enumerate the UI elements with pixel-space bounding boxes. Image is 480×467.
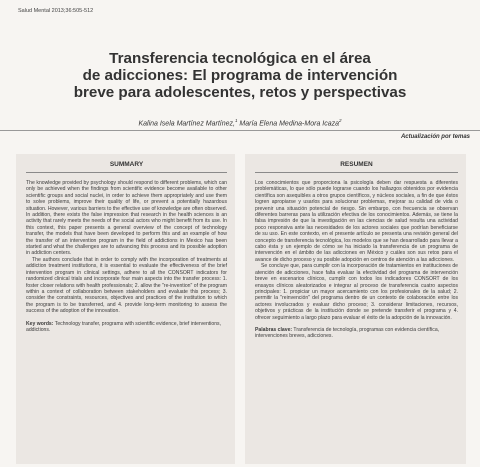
author-1-affiliation: 1: [234, 118, 238, 123]
author-2-affiliation: 2: [339, 118, 342, 123]
running-head: Salud Mental 2013;36:505-512: [18, 8, 94, 14]
keywords-label: Key words:: [26, 320, 54, 327]
title-line-1: Transferencia tecnológica en el área: [109, 50, 371, 67]
author-2: María Elena Medina-Mora Icaza: [237, 120, 340, 128]
resumen-paragraph-2: Se concluye que, para cumplir con la incorporación de tratamientos en instituciones de atención de adicciones, hace falta evaluar la efectividad del programa de intervención breve en escenarios clínicos, cumplir con todos los indicadores CONSORT de los ensayos clínicos aleatorizados e integrar al proceso de transferencia cuatro aspectos principales: 1. propiciar un mayor acercamiento con los profesionales de la salud; 2. permitir la "reinvención" del programa dentro de un contexto de colaboración entre los actores involucrados y evaluar dicho proceso; 3. considerar limitaciones, recursos, objetivos y prácticas de la institución donde se pretende transferir el programa y 4. ofrecer seguimiento a largo plazo para evaluar el éxito de la adopción de la innovación.: [255, 263, 458, 321]
resumen-paragraph-1: Los conocimientos que proporciona la psicología deben dar respuesta a diferentes problemáticas, lo que sólo puede lograrse cuando los hallazgos obtenidos por evidencia científica son asequibles a otros grupos científicos, y núcleos sociales, a fin de que éstos logren apropiarse y usarlos para solucionar problemas, mejorar su calidad de vida o prevenir una situación potencial de riesgo. Sin embargo, con frecuencia se observan diferentes barreras para la utilización efectiva de los conocimientos. Además, se tiene la falsa impresión de que la investigación en las ciencias de salud resulta una actividad poco responsiva ante las necesidades de los actores sociales que podrían beneficiarse de su uso. En este contexto, en el presente artículo se presenta una revisión general del concepto de transferencia tecnológica, los modelos que se han desarrollado para llevar a cabo ésta y un ejemplo de cómo se ha iniciado la transferencia de un programa de intervención en el ámbito de las adicciones en México y cuáles son sus retos para el avance de dicho proceso y su posible adopción en centros de atención a las adicciones.: [255, 180, 458, 263]
title-line-3: breve para adolescentes, retos y perspectivas: [73, 84, 407, 101]
article-title: [0, 50, 480, 101]
author-1: Kalina Isela Martínez Martínez,: [138, 120, 235, 128]
resumen-rule: [255, 172, 458, 173]
summary-rule: [26, 172, 227, 173]
summary-column: [16, 154, 235, 464]
section-tag: Actualización por temas: [400, 134, 470, 140]
title-line-2: de adicciones: El programa de intervención: [82, 67, 398, 84]
summary-paragraph-1: The knowledge provided by psychology should respond to different problems, which can only be achieved when the findings from scientific evidence become available to other scientific groups and social nuclei, in order to achieve them appropriately and use them to solve problems, improve their quality of life, or prevent a potentially hazardous situation. However, various barriers to the effective use of knowledge are often observed. In addition, there exists the false impression that research in the health sciences is an activity that rarely meets the needs of the social actors who might benefit from its use. In this context, this paper presents a general overview of the concept of technology transfer, the models that have been developed to perform this and an example of how the transfer of an intervention program in the field of addictions in Mexico has been started and what the challenges are to advancing this process and its possible adoption in addiction centers.: [26, 180, 227, 257]
resumen-heading: RESUMEN: [340, 161, 373, 168]
header-rule: [0, 130, 480, 131]
summary-paragraph-2: The authors conclude that in order to comply with the incorporation of treatments at addiction treatment institutions, it is essential to evaluate the effectiveness of the brief intervention program in clinical settings, adhere to all the CONSORT indicators for randomized clinical trials and incorporate four main aspects into the transfer process: 1. foster closer relations with health professionals; 2. allow the "re-invention" of the program within a context of collaboration between stakeholders and evaluate this process; 3. consider the constraints, resources, objectives and practices of the institution to which the program is to be transferred, and 4. provide long-term monitoring to assess the success of the adoption of the innovation.: [26, 256, 227, 315]
palabras-clave-label: Palabras clave:: [255, 326, 293, 333]
resumen-column: [245, 154, 466, 464]
keywords-text: Technology transfer, programs with scientific evidence, brief interventions, addictions.: [26, 320, 221, 333]
resumen-keywords: [255, 327, 458, 340]
palabras-clave-text: Transferencia de tecnología, programas con evidencia científica, intervenciones breves, adicciones.: [255, 326, 440, 340]
summary-heading: SUMMARY: [109, 161, 144, 168]
author-line: [0, 118, 480, 127]
summary-keywords: [26, 321, 227, 334]
